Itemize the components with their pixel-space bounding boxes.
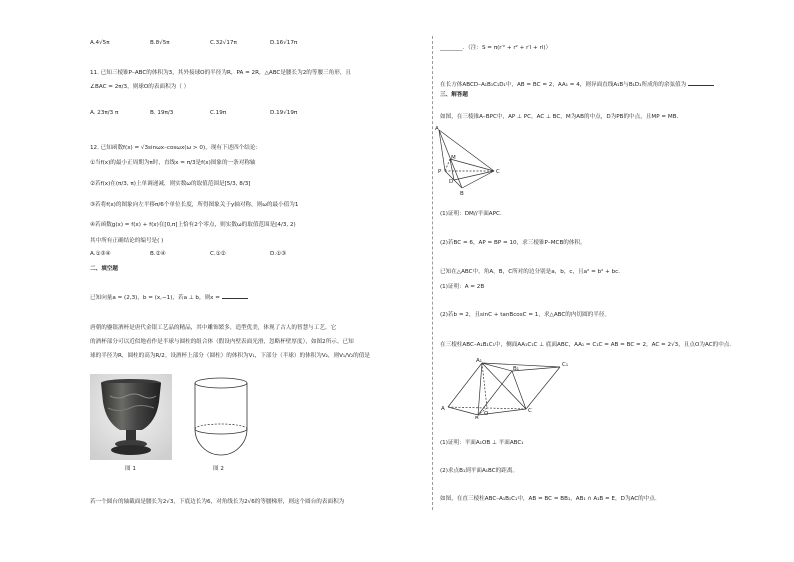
q19-part1: (1)证明：平面A₁OB ⊥ 平面ABC₁ [440,440,524,446]
q19-label-c1: C₁ [562,362,569,368]
q18-intro: 已知在△ABC中，角A，B，C所对的边分别是a，b，c，且a² = b² + bc. [440,269,621,275]
q19-prism-figure [432,357,572,419]
q17-intro: 如图，在三棱锥A–BPC中，AP ⊥ PC，AC ⊥ BC，M为AB的中点，D为PB的中点，且MP = MB. [440,114,679,120]
q12-option-a: A.①③④ [90,251,111,257]
q13-stem: 已知向量a = (2,3)，b = (x,−1)，若a ⊥ b，则x = [90,295,220,301]
q14-line1: 唐朝的鎏银酒杯是唐代金银工艺品的精品，其中雕饰繁多，造型优美，体现了古人的智慧与工艺。它 [90,325,337,331]
q10-option-d: D.16√17π [270,40,298,46]
q11-line1: 11. 已知三棱锥P–ABC的体积为3，其外接球O的半径为R，PA = 2R，△ABC是腰长为2的等腰三角形，且 [90,70,352,76]
q14-line3: 球的半径为R，圆柱的高为R/2。设酒杯上部分（圆柱）的体积为V₁，下部分（半球）的体积为V₂，则V₁/V₂的值是 [90,353,370,359]
q19-label-a: A [441,406,445,412]
q17-pyramid-figure [432,124,512,198]
q14-line2: 的酒杯部分可以近似地看作是半球与圆柱的组合体（假设内壁表面光滑，忽略杯壁厚度），如图2所示。已知 [90,339,354,345]
q10-option-b: B.8√5π [150,40,170,46]
q10-option-c: C.32√17π [210,40,237,46]
right-column [432,0,794,562]
q20-intro: 如图，在直三棱柱ABC–A₁B₁C₁中，AB = BC = BB₁，AB₁ ∩ A₁B = E，D为AC的中点. [440,496,657,502]
q17-part1: (1)证明：DM//平面APC. [440,211,502,217]
section-fill-in: 二、填空题 [90,266,118,272]
q13-answer-blank [222,293,248,299]
q17-part2: (2)若BC = 6，AP = BP = 10，求三棱锥P–MCB的体积。 [440,240,586,246]
q17-label-p: P [438,169,442,175]
q15-text: 若一个圆台的轴截面是腰长为2√3，下底边长为6，对角线长为2√6的等腰梯形，则这个圆台的表面积为 [90,499,345,505]
q18-part2: (2)若b = 2，且sinC + tanBcosC = 1，求△ABC的内切圆的半径。 [440,312,611,318]
q15-continued: ________．（注：S = π(r′² + r² + r′l + rl)） [440,45,552,51]
q12-option-b: B.②④ [150,251,166,257]
q12-statement-3: ③若将f(x)的图象向左平移π/6个单位长度，所得图象关于y轴对称，则ω的最小值为1 [90,202,299,208]
q19-intro: 在三棱柱ABC–A₁B₁C₁中，侧面AA₁C₁C ⊥ 底面ABC，AA₁ = C₁C = AB = BC = 2，AC = 2√3，且点O为AC的中点. [440,342,732,348]
q19-label-c: C [528,408,532,414]
section-solutions: 三、解答题 [440,92,468,98]
q19-label-b1: B₁ [513,366,519,372]
q14-fig2-diagram [190,374,252,462]
q19-label-o: O [484,411,489,417]
q11-line2: ∠BAC = 2π/3，则球O的表面积为（ ） [90,84,190,90]
q12-option-d: D.①③ [270,251,287,257]
q10-option-a: A.4√5π [90,40,110,46]
q11-option-d: D.19√19π [270,110,298,116]
q12-statement-1: ①当f(x)的最小正周期为π时，直线x = π/3是f(x)图象的一条对称轴 [90,160,256,166]
q12-statement-2: ②若f(x)在(π/3, π)上单调递减，则实数ω的取值范围是[5/3, 8/3] [90,181,251,187]
q11-option-b: B. 19π/3 [150,110,174,116]
q12-ask: 其中所有正确结论的编号是( ) [90,238,164,244]
q18-part1: (1)证明：A = 2B [440,284,485,290]
q17-label-c: C [496,169,500,175]
q13-text [90,293,248,302]
q19-label-a1: A₁ [476,358,482,364]
q17-label-b: B [460,191,464,197]
q11-option-c: C.19π [210,110,227,116]
q17-label-a: A [435,126,439,132]
q19-label-b: B [475,416,479,419]
q11-option-a: A. 23π/3 π [90,110,119,116]
q14-fig2-caption: 图 2 [213,466,224,472]
q14-fig1-caption: 图 1 [125,466,136,472]
q16-answer-blank [688,80,714,86]
q16-stem: 在长方体ABCD–A₁B₁C₁D₁中，AB = BC = 2，AA₁ = 4，则异面直线A₁B与B₁D₁所成角的余弦值为 [440,82,687,88]
q17-label-m: M [451,155,456,161]
q12-option-c: C.①② [210,251,226,257]
q17-label-d: D [449,179,454,185]
q19-part2: (2)求点B₁到平面A₁BC的距离。 [440,468,519,474]
q12-statement-4: ④若函数g(x) = f(x) + f(x)在[0,π]上恰有2个零点，则实数ω的取值范围是[4/3, 2) [90,222,296,228]
q14-fig1-cup-photo [90,374,172,460]
q12-line1: 12. 已知函数f(x) = √3sinωx–cosωx(ω > 0)，现有下述四个结论： [90,145,262,151]
q16-text [440,80,714,89]
